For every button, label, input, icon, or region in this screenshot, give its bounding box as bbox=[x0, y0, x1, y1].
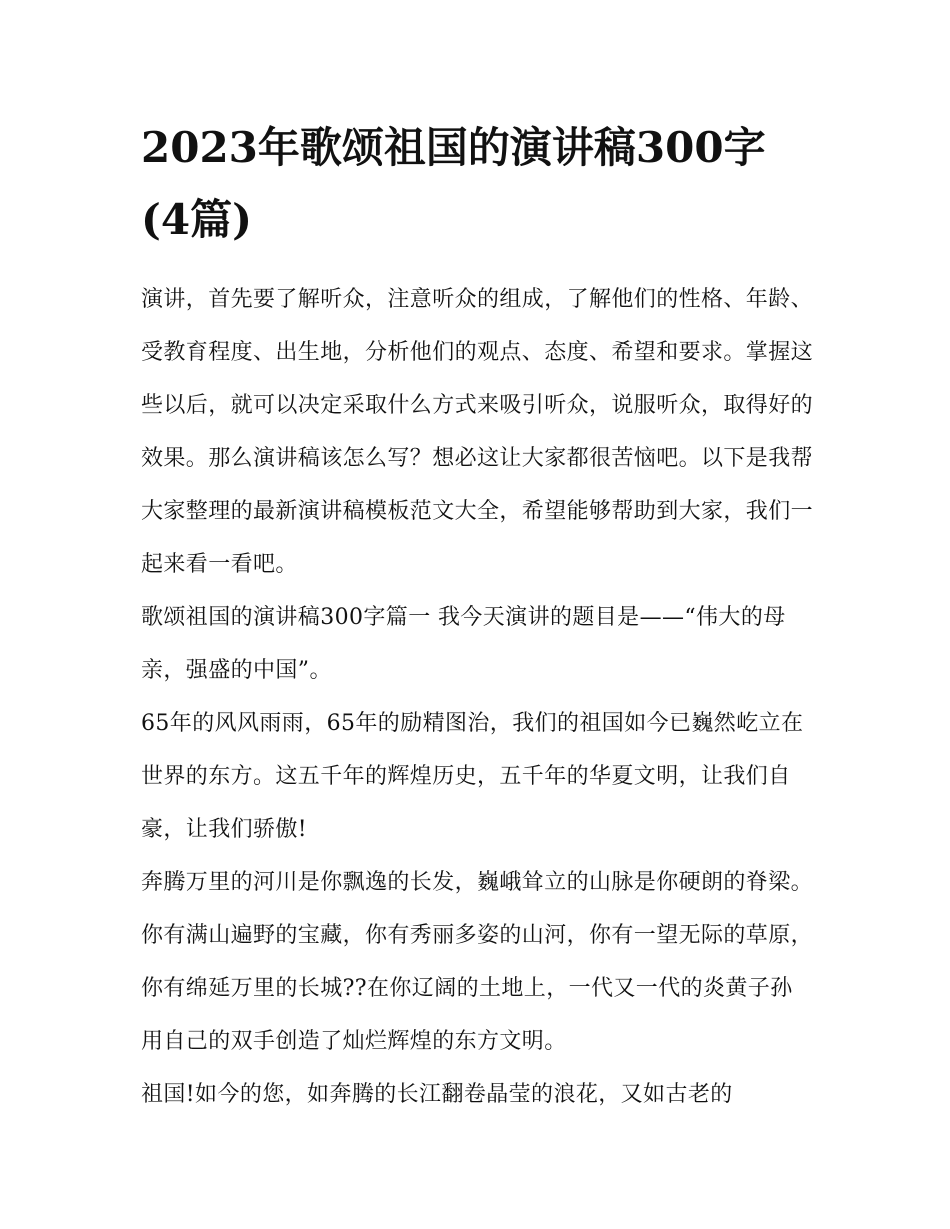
document-title: 2023年歌颂祖国的演讲稿300字(4篇) bbox=[141, 123, 766, 244]
document-page bbox=[141, 112, 813, 1121]
paragraph-landscape: 奔腾万里的河川是你飘逸的长发，巍峨耸立的山脉是你硬朗的脊梁。你有满山遍野的宝藏，你有秀丽多姿的山河，你有一望无际的草原，你有绵延万里的长城??在你辽阔的土地上，一代又一代的炎黄子孙用自己的双手创造了灿烂辉煌的东方文明。 bbox=[141, 870, 814, 1054]
paragraph-speech-topic: 歌颂祖国的演讲稿300字篇一 我今天演讲的题目是——“伟大的母亲，强盛的中国”。 bbox=[141, 605, 786, 683]
paragraph-intro: 演讲，首先要了解听众，注意听众的组成，了解他们的性格、年龄、受教育程度、出生地，分析他们的观点、态度、希望和要求。掌握这些以后，就可以决定采取什么方式来吸引听众，说服听众，取得好的效果。那么演讲稿该怎么写？想必这让大家都很苦恼吧。以下是我帮大家整理的最新演讲稿模板范文大全，希望能够帮助到大家，我们一起来看一看吧。 bbox=[141, 287, 814, 577]
paragraph-history: 65年的风风雨雨，65年的励精图治，我们的祖国如今已巍然屹立在世界的东方。这五千年的辉煌历史，五千年的华夏文明，让我们自豪，让我们骄傲! bbox=[141, 711, 804, 842]
paragraph-motherland: 祖国!如今的您，如奔腾的长江翻卷晶莹的浪花，又如古老的 bbox=[141, 1082, 733, 1107]
